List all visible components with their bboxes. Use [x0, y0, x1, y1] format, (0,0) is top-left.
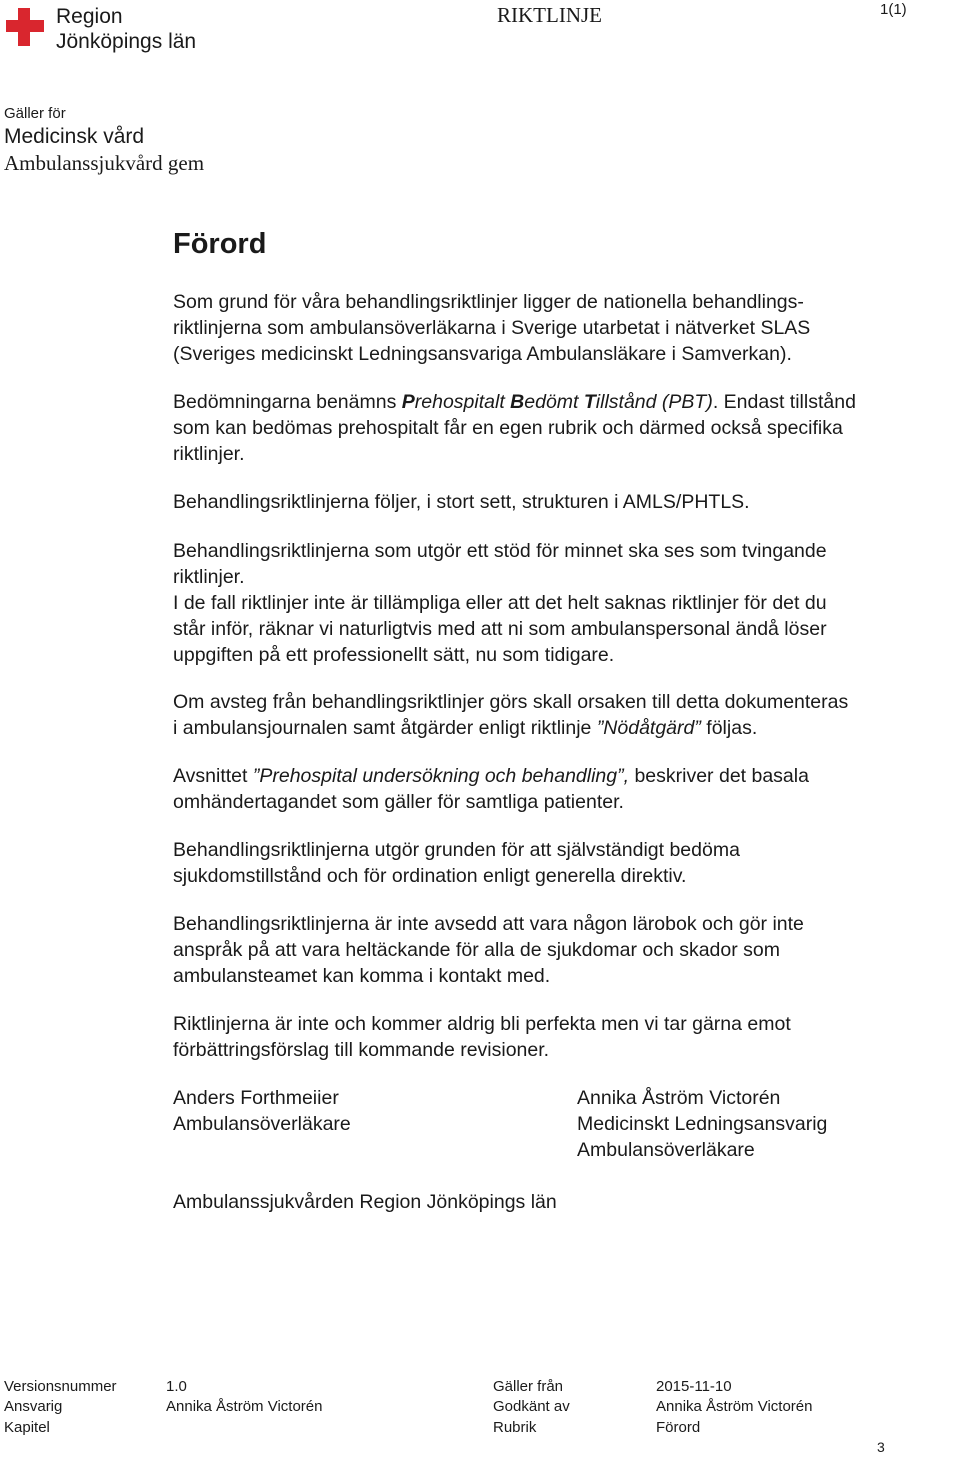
footer-approved-value: Annika Åström Victorén [656, 1398, 813, 1415]
document-type: RIKTLINJE [497, 3, 602, 27]
footer-valid-from-value: 2015-11-10 [656, 1378, 732, 1395]
paragraph-8: Behandlingsriktlinjerna är inte avsedd att vara någon lärobok och gör inte anspråk på att vara heltäckande för alla de sjukdomar och skador som ambulansteamet kan komma i kontakt med. [173, 913, 804, 987]
paragraph-6: Avsnittet ”Prehospital undersökning och behandling”, beskriver det basala omhändertagandet som gäller för samtliga patienter. [173, 765, 809, 813]
signature-1 [173, 1085, 351, 1137]
footer-valid-from-label: Gäller från [493, 1378, 564, 1395]
signature-2-name: Annika Åström Victorén [577, 1087, 781, 1109]
logo-line1: Region [56, 5, 123, 28]
logo-line2: Jönköpings län [56, 30, 197, 53]
signature-1-role: Ambulansöverläkare [173, 1113, 351, 1135]
signature-2 [577, 1085, 827, 1163]
footer-chapter-label: Kapitel [4, 1419, 50, 1436]
applies-label: Gäller för [4, 105, 66, 122]
footer-responsible-label: Ansvarig [4, 1398, 63, 1415]
organization: Ambulanssjukvården Region Jönköpings län [173, 1191, 557, 1213]
footer-heading-label: Rubrik [493, 1419, 537, 1436]
applies-sub: Ambulanssjukvård gem [4, 151, 205, 175]
signature-1-name: Anders Forthmeiier [173, 1087, 339, 1109]
paragraph-2: Bedömningarna benämns Prehospitalt Bedömt Tillstånd (PBT). Endast tillstånd som kan bedömas prehospitalt får en egen rubrik och därmed också specifika riktlinjer. [173, 391, 856, 465]
page-title: Förord [173, 228, 267, 260]
region-cross-icon [4, 6, 48, 50]
page-indicator: 1(1) [880, 1, 907, 18]
footer-version-value: 1.0 [166, 1378, 187, 1395]
region-logo [4, 4, 204, 54]
logo-text [56, 4, 196, 54]
paragraph-1: Som grund för våra behandlingsriktlinjer ligger de nationella behandlings- riktlinjerna som ambulansöverläkarna i Sverige utarbetat i nätverket SLAS (Sveriges medicinskt Ledningsansvariga Ambulansläkare i Samverkan). [173, 291, 811, 365]
applies-value: Medicinsk vård [4, 125, 145, 148]
footer-page-number: 3 [877, 1439, 885, 1455]
footer-heading-value: Förord [656, 1419, 701, 1436]
paragraph-7: Behandlingsriktlinjerna utgör grunden för att självständigt bedöma sjukdomstillstånd och för ordination enligt generella direktiv. [173, 839, 740, 887]
paragraph-5: Om avsteg från behandlingsriktlinjer görs skall orsaken till detta dokumenteras i ambulansjournalen samt åtgärder enligt riktlinje ”Nödåtgärd” följas. [173, 691, 849, 739]
signature-2-role1: Medicinskt Ledningsansvarig [577, 1113, 828, 1135]
footer-version-label: Versionsnummer [4, 1378, 117, 1395]
footer-responsible-value: Annika Åström Victorén [166, 1398, 323, 1415]
signature-2-role2: Ambulansöverläkare [577, 1139, 755, 1161]
paragraph-4: Behandlingsriktlinjerna som utgör ett stöd för minnet ska ses som tvingande riktlinjer. I de fall riktlinjer inte är tillämpliga eller att det helt saknas riktlinjer för det du står inför, räknar vi naturligtvis med att ni som ambulanspersonal ändå löser uppgiften på ett professionellt sätt, nu som tidigare. [173, 540, 827, 666]
paragraph-3: Behandlingsriktlinjerna följer, i stort sett, strukturen i AMLS/PHTLS. [173, 491, 750, 513]
footer-approved-label: Godkänt av [493, 1398, 570, 1415]
paragraph-9: Riktlinjerna är inte och kommer aldrig bli perfekta men vi tar gärna emot förbättringsförslag till kommande revisioner. [173, 1013, 791, 1061]
